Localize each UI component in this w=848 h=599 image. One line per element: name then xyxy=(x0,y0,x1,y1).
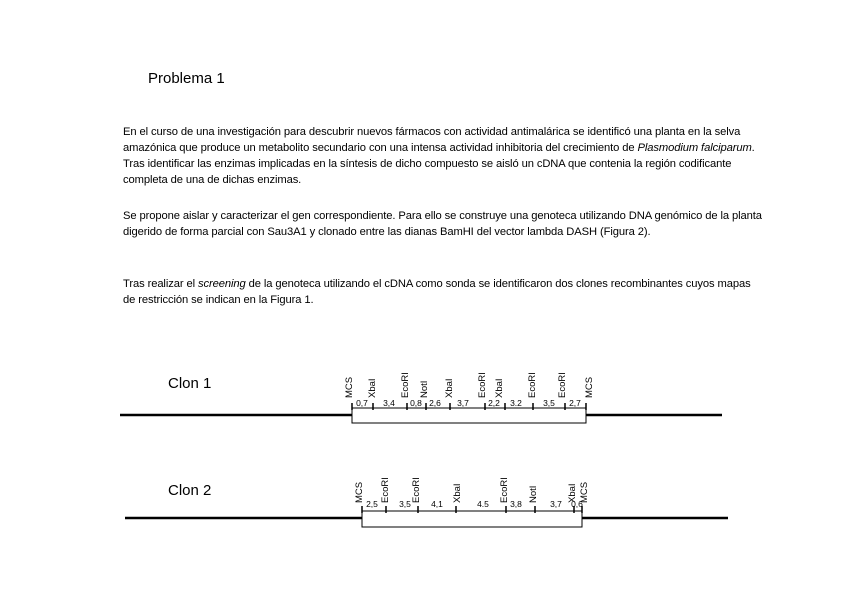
fragment-size: 4.5 xyxy=(477,499,489,509)
fragment-size: 3,4 xyxy=(383,398,395,408)
site-label: EcoRI xyxy=(411,477,422,503)
site-label: XbaI xyxy=(494,378,505,398)
site-label: MCS xyxy=(354,481,365,503)
clone-2-map xyxy=(125,477,728,527)
insert-box xyxy=(352,408,586,423)
fragment-size: 2,2 xyxy=(488,398,500,408)
fragment-size: 2,7 xyxy=(569,398,581,408)
fragment-size: 3.2 xyxy=(510,398,522,408)
fragment-size: 0,6 xyxy=(571,499,583,509)
site-label: MCS xyxy=(579,481,590,503)
site-label: XbaI xyxy=(567,483,578,503)
site-label: XbaI xyxy=(444,378,455,398)
intro-text-b: . Tras identificar las enzimas implicadas en la síntesis de dicho compuesto se aisló un cDNA que contenia la región codificante completa de una de dichas enzimas. xyxy=(123,142,755,186)
method-paragraph: Se propone aislar y caracterizar el gen correspondiente. Para ello se construye una genoteca utilizando DNA genómico de la planta digerido de forma parcial con Sau3A1 y clonado entre las dianas BamHI del vector lambda DASH (Figura 2). xyxy=(123,210,762,238)
clone-1-label: Clon 1 xyxy=(168,375,212,392)
fragment-size: 3,5 xyxy=(543,398,555,408)
site-label: EcoRI xyxy=(477,372,488,398)
site-label: EcoRI xyxy=(499,477,510,503)
site-label: MCS xyxy=(584,376,595,398)
fragment-size: 0,7 xyxy=(356,398,368,408)
fragment-size: 3,7 xyxy=(457,398,469,408)
insert-box xyxy=(362,511,582,527)
screening-text-a: Tras realizar el xyxy=(123,278,198,290)
site-label: XbaI xyxy=(367,378,378,398)
site-label: EcoRI xyxy=(380,477,391,503)
fragment-size: 3,5 xyxy=(399,499,411,509)
fragment-size: 2,6 xyxy=(429,398,441,408)
screening-term: screening xyxy=(197,278,246,290)
problem-title: Problema 1 xyxy=(148,70,225,87)
site-label: EcoRI xyxy=(527,372,538,398)
fragment-size: 3,7 xyxy=(550,499,562,509)
screening-text-b: de la genoteca utilizando el cDNA como sonda se identificaron dos clones recombinantes cuyos mapas de restricción se indican en la Figura 1. xyxy=(123,278,751,306)
site-label: MCS xyxy=(344,376,355,398)
species-name: Plasmodium falciparum xyxy=(637,142,752,154)
site-label: EcoRI xyxy=(400,372,411,398)
site-label: NotI xyxy=(528,485,539,503)
fragment-size: 0,8 xyxy=(410,398,422,408)
intro-text-a: En el curso de una investigación para descubrir nuevos fármacos con actividad antimalárica se identificó una planta en la selva amazónica que produce un metabolito secundario con una intensa actividad inhibitoria del crecimiento de xyxy=(123,126,741,154)
site-label: NotI xyxy=(419,380,430,398)
fragment-size: 2,5 xyxy=(366,499,378,509)
site-label: XbaI xyxy=(452,483,463,503)
clone-1-map xyxy=(120,372,722,423)
fragment-size: 4,1 xyxy=(431,499,443,509)
fragment-size: 3,8 xyxy=(510,499,522,509)
clone-2-label: Clon 2 xyxy=(168,482,212,499)
site-label: EcoRI xyxy=(557,372,568,398)
